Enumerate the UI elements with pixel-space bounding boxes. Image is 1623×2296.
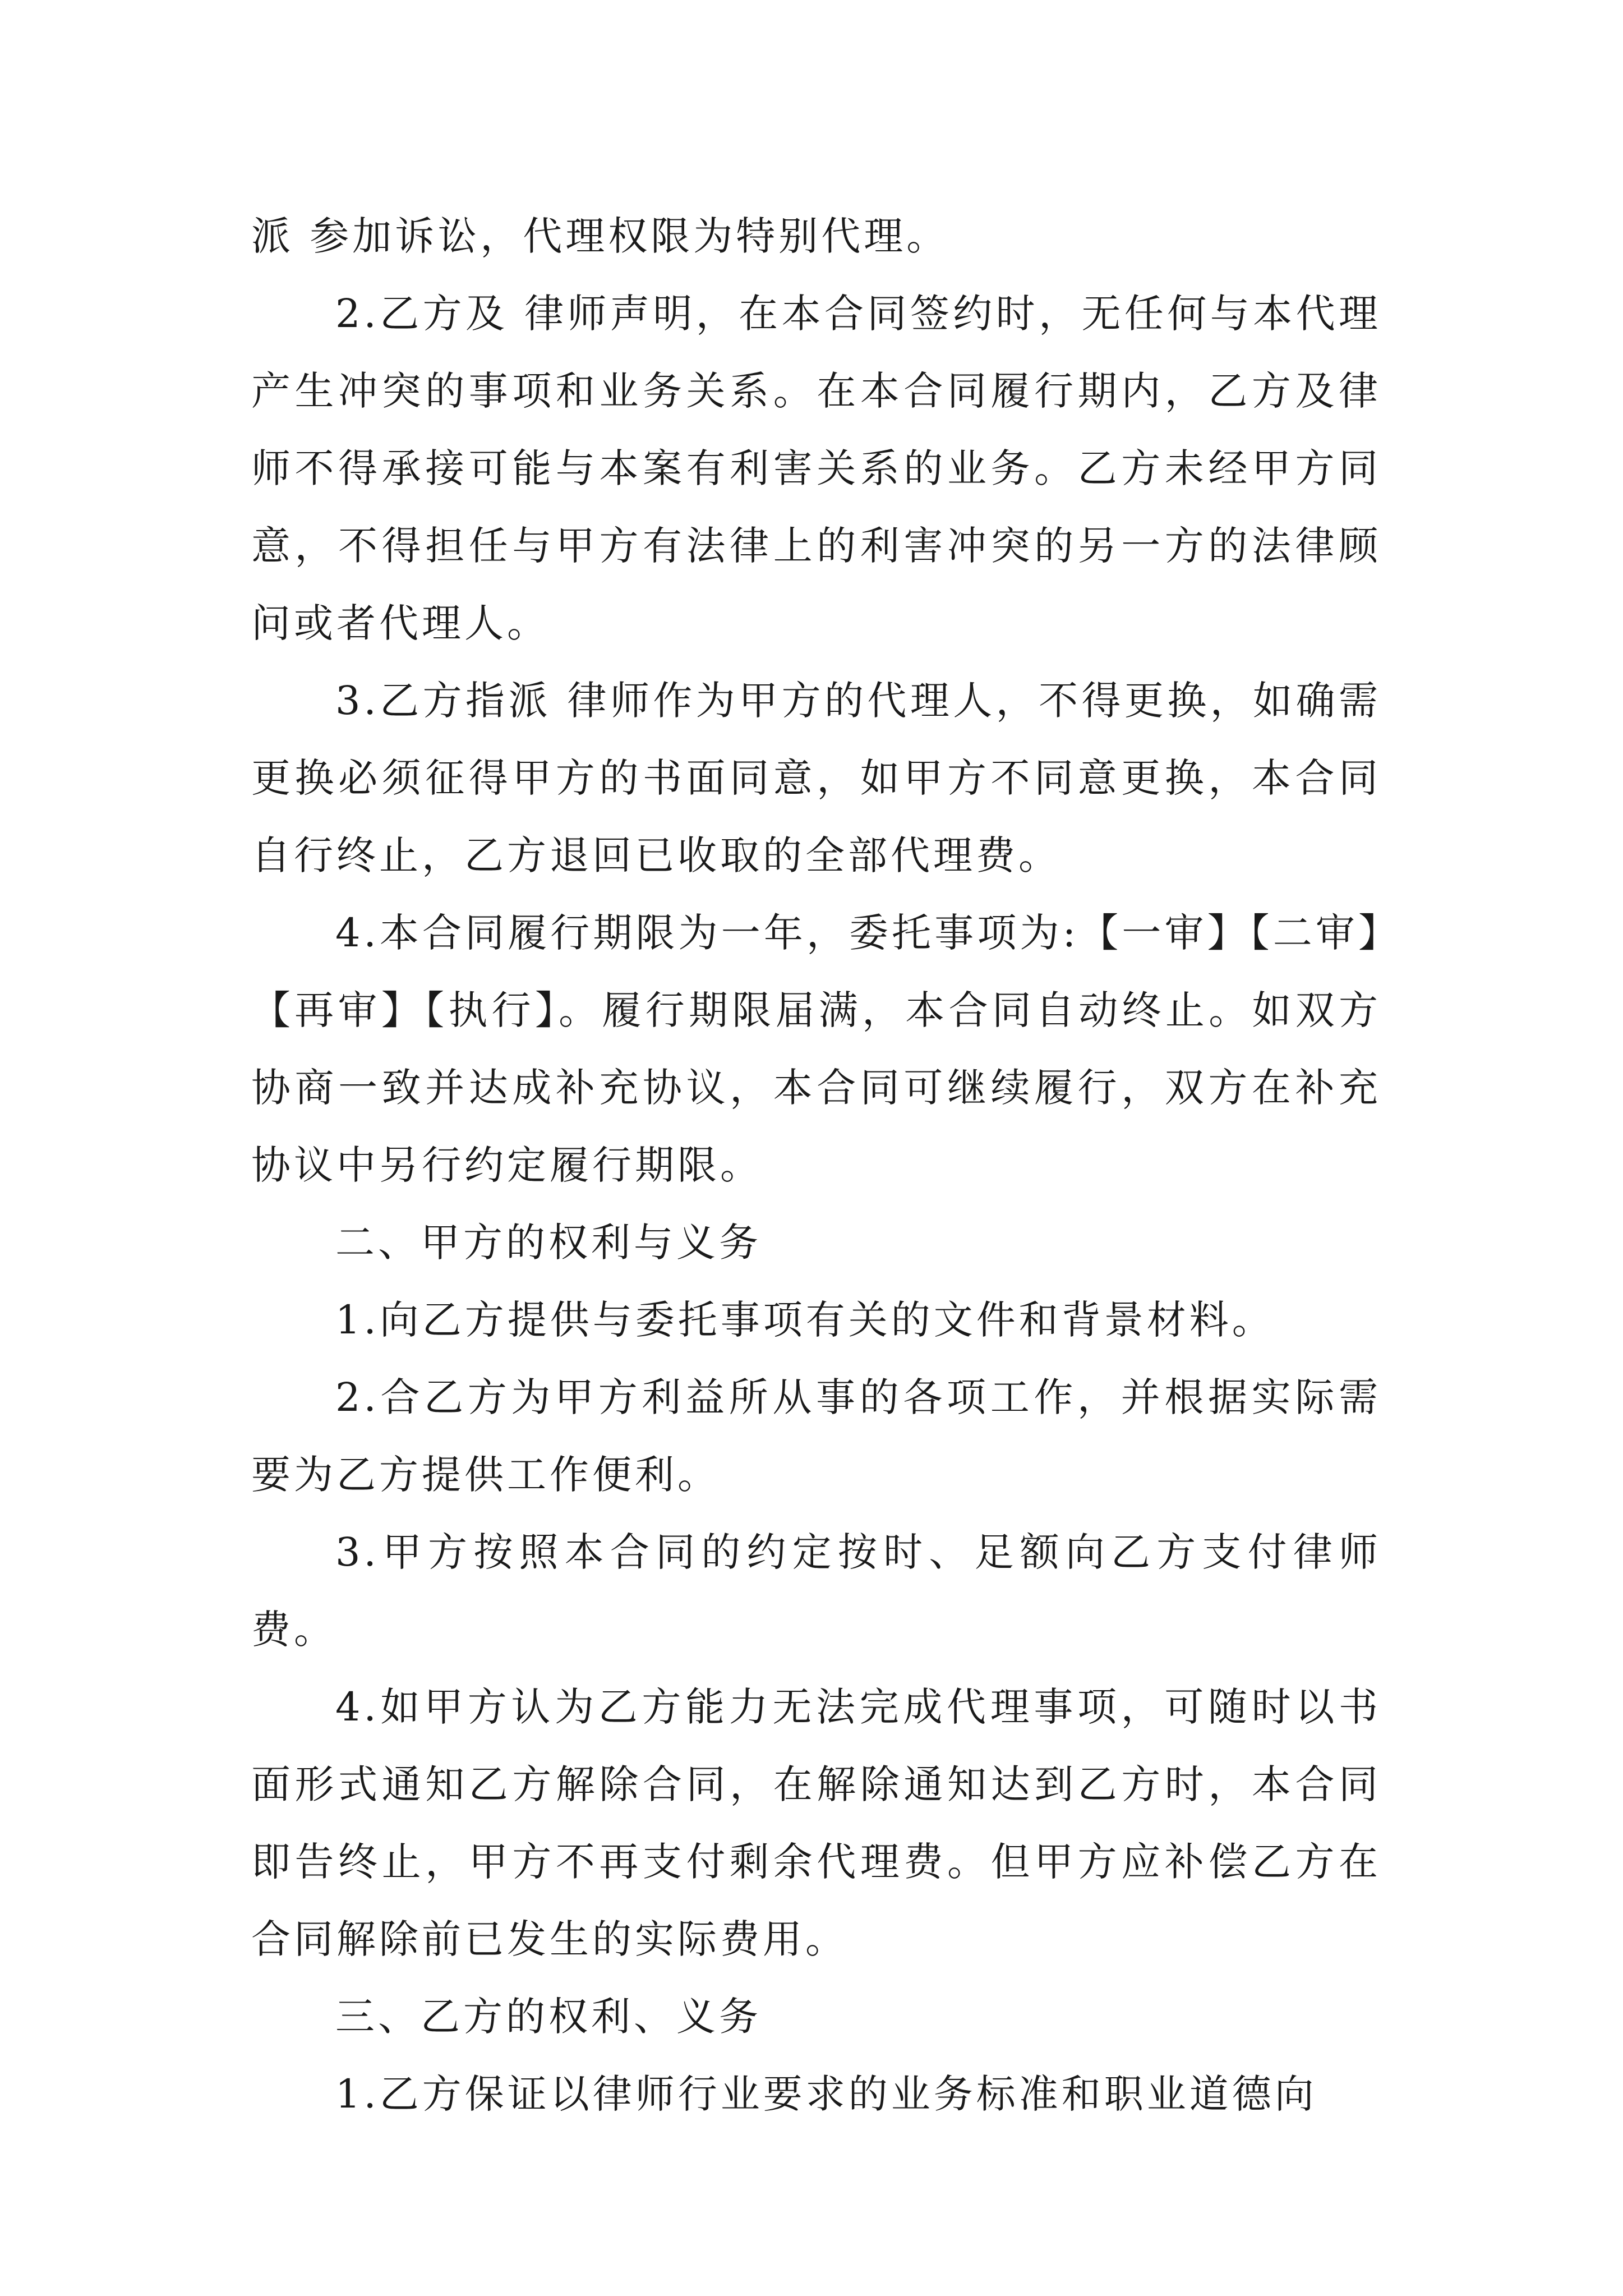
paragraph: 派 参加诉讼，代理权限为特别代理。: [251, 213, 949, 259]
paragraph: 1.乙方保证以律师行业要求的业务标准和职业道德向: [335, 2071, 1317, 2117]
paragraph: 1.向乙方提供与委托事项有关的文件和背景材料。: [335, 1297, 1275, 1343]
paragraph: 4.本合同履行期限为一年，委托事项为:【一审】【二审】【再审】【执行】。履行期限届满，本合同自动终止。如双方协商一致并达成补充协议，本合同可继续履行，双方在补充协议中另行约定履行期限。: [251, 910, 1381, 1188]
paragraph: 3.甲方按照本合同的约定按时、足额向乙方支付律师费。: [251, 1529, 1381, 1653]
paragraph: 4.如甲方认为乙方能力无法完成代理事项，可随时以书面形式通知乙方解除合同，在解除通知达到乙方时，本合同即告终止，甲方不再支付剩余代理费。但甲方应补偿乙方在合同解除前已发生的实际费用。: [251, 1684, 1381, 1962]
section-heading: 三、乙方的权利、义务: [335, 1994, 762, 2040]
paragraph: 2.乙方及 律师声明，在本合同签约时，无任何与本代理产生冲突的事项和业务关系。在本合同履行期内，乙方及律师不得承接可能与本案有利害关系的业务。乙方未经甲方同意，不得担任与甲方有法律上的利害冲突的另一方的法律顾问或者代理人。: [251, 291, 1381, 646]
paragraph: 2.合乙方为甲方利益所从事的各项工作，并根据实际需要为乙方提供工作便利。: [251, 1374, 1381, 1498]
paragraph: 3.乙方指派 律师作为甲方的代理人，不得更换，如确需更换必须征得甲方的书面同意，如甲方不同意更换，本合同自行终止，乙方退回已收取的全部代理费。: [251, 678, 1381, 878]
document-body: [251, 197, 1381, 2133]
section-heading: 二、甲方的权利与义务: [335, 1220, 762, 1266]
